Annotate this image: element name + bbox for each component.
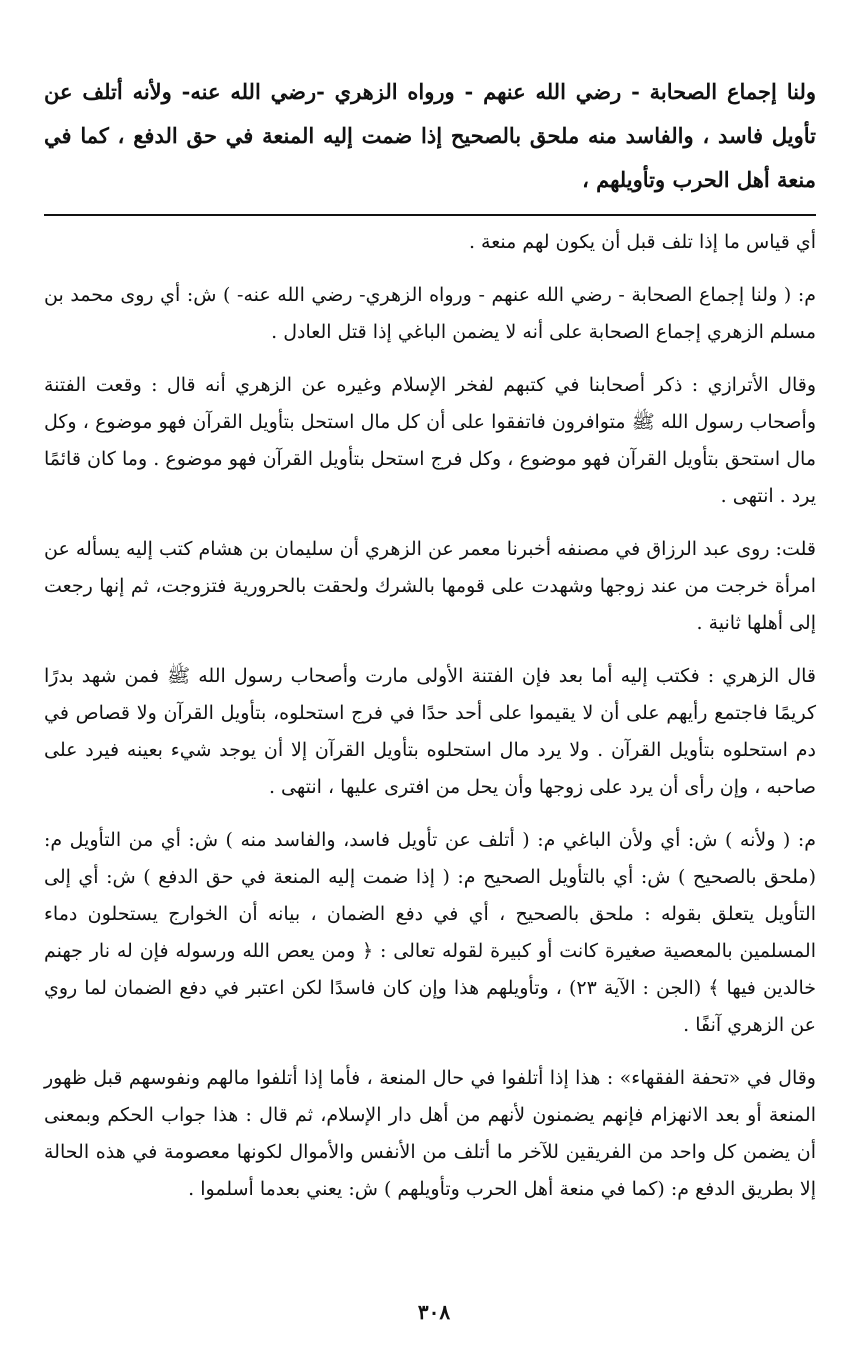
commentary-paragraph-7: وقال في «تحفة الفقهاء» : هذا إذا أتلفوا في حال المنعة ، فأما إذا أتلفوا مالهم ونفوسهم قبل ظهور المنعة أو بعد الانهزام فإنهم يضمنون لأنهم من أهل دار الإسلام، ثم قال : هذا جواب الحكم وبمعنى أن يضمن كل واحد من الفريقين للآخر ما أتلف من الأنفس والأموال لكونها معصومة في هذه الحالة إلا بطريق الدفع م: (كما في منعة أهل الحرب وتأويلهم ) ش: يعني بعدما أسلموا .	[44, 1067, 816, 1200]
page-number: ٣٠٨	[417, 1300, 451, 1324]
commentary-paragraph-5: قال الزهري : فكتب إليه أما بعد فإن الفتنة الأولى مارت وأصحاب رسول الله ﷺ فمن شهد بدرًا كريمًا فاجتمع رأيهم على أن لا يقيموا على أحد حدًا في فرج استحلوه، بتأويل القرآن ولا قصاص في دم استحلوه بتأويل القرآن . ولا يرد مال استحلوه بتأويل القرآن إلا أن يوجد شيء بعينه فيرد على صاحبه ، وإن رأى أن يرد على زوجها وأن يحل من افترى عليها ، انتهى .	[44, 665, 816, 798]
separator-rule	[44, 214, 816, 216]
commentary-paragraph-1: أي قياس ما إذا تلف قبل أن يكون لهم منعة .	[468, 231, 816, 253]
commentary-paragraph-2: م: ( ولنا إجماع الصحابة - رضي الله عنهم - ورواه الزهري- رضي الله عنه- ) ش: أي روى محمد بن مسلم الزهري إجماع الصحابة على أنه لا يضمن الباغي إذا قتل العادل .	[44, 284, 816, 343]
commentary-paragraph-4: قلت: روى عبد الرزاق في مصنفه أخبرنا معمر عن الزهري أن سليمان بن هشام كتب إليه يسأله عن امرأة خرجت من عند زوجها وشهدت على قومها بالشرك ولحقت بالحرورية فتزوجت، ثم إنها رجعت إلى أهلها ثانية .	[44, 538, 816, 634]
commentary-paragraph-3: وقال الأترازي : ذكر أصحابنا في كتبهم لفخر الإسلام وغيره عن الزهري أنه قال : وقعت الفتنة وأصحاب رسول الله ﷺ متوافرون فاتفقوا على أن كل مال استحل بتأويل القرآن فهو موضوع ، وكل مال استحق بتأويل القرآن فهو موضوع ، وكل فرج استحل بتأويل القرآن فهو موضوع . وما كان قائمًا يرد . انتهى .	[44, 374, 816, 507]
commentary-paragraph-6: م: ( ولأنه ) ش: أي ولأن الباغي م: ( أتلف عن تأويل فاسد، والفاسد منه ) ش: أي من التأويل م: (ملحق بالصحيح ) ش: أي بالتأويل الصحيح م: ( إذا ضمت إليه المنعة في حق الدفع ) ش: أي إلى التأويل يتعلق بقوله : ملحق بالصحيح ، أي في دفع الضمان ، بيانه أن الخوارج يستحلون دماء المسلمين بالمعصية صغيرة كانت أو كبيرة لقوله تعالى : ﴿ ومن يعص الله ورسوله فإن له نار جهنم خالدين فيها ﴾ (الجن : الآية ٢٣) ، وتأويلهم هذا وإن كان فاسدًا لكن اعتبر في دفع الضمان لما روي عن الزهري آنفًا .	[44, 829, 817, 1036]
main-text: ولنا إجماع الصحابة - رضي الله عنهم - ورواه الزهري -رضي الله عنه- ولأنه أتلف عن تأويل فاسد ، والفاسد منه ملحق بالصحيح إذا ضمت إليه المنعة في حق الدفع ، كما في منعة أهل الحرب وتأويلهم ،	[44, 79, 816, 192]
